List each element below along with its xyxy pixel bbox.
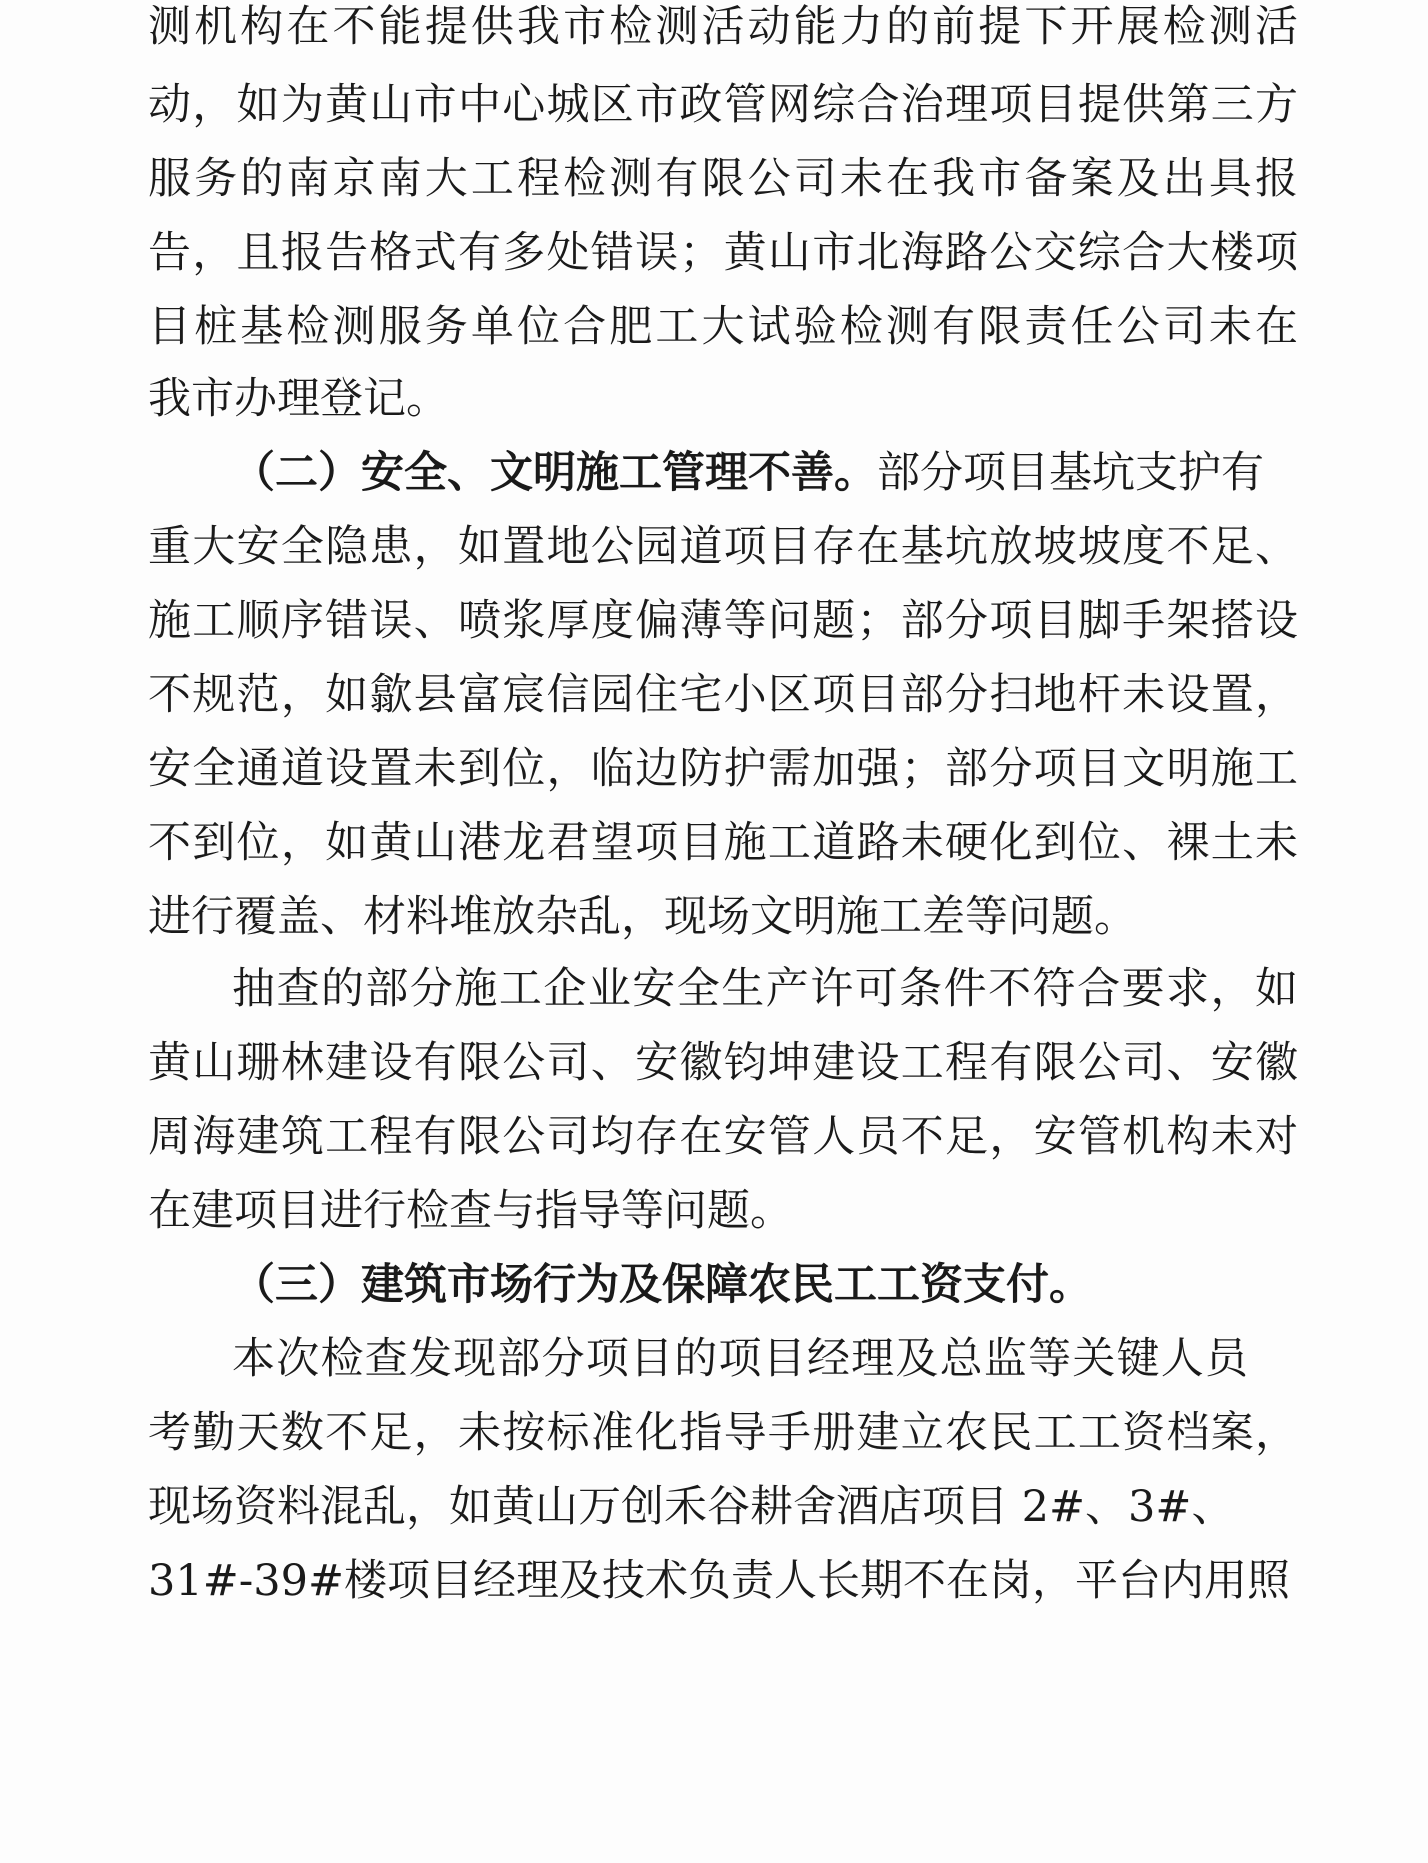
text-line: 不规范，如歙县富宸信园住宅小区项目部分扫地杆未设置， xyxy=(148,670,1298,720)
text-line: 施工顺序错误、喷浆厚度偏薄等问题；部分项目脚手架搭设 xyxy=(148,596,1298,646)
text-line: 抽查的部分施工企业安全生产许可条件不符合要求，如 xyxy=(232,964,1298,1014)
text-line: 在建项目进行检查与指导等问题。 xyxy=(148,1186,793,1236)
text-line: 重大安全隐患，如置地公园道项目存在基坑放坡坡度不足、 xyxy=(148,522,1298,572)
text-line: 黄山珊林建设有限公司、安徽钧坤建设工程有限公司、安徽 xyxy=(148,1038,1298,1088)
text-line: 测机构在不能提供我市检测活动能力的前提下开展检测活 xyxy=(148,2,1298,52)
text-line: 我市办理登记。 xyxy=(148,374,449,424)
section-heading-tail: 部分项目基坑支护有 xyxy=(877,448,1264,498)
text-line: 周海建筑工程有限公司均存在安管人员不足，安管机构未对 xyxy=(148,1112,1298,1162)
text-line: 不到位，如黄山港龙君望项目施工道路未硬化到位、裸土未 xyxy=(148,818,1298,868)
text-line: 服务的南京南大工程检测有限公司未在我市备案及出具报 xyxy=(148,154,1298,204)
section-heading: （二）安全、文明施工管理不善。 xyxy=(232,448,877,498)
text-line: 安全通道设置未到位，临边防护需加强；部分项目文明施工 xyxy=(148,744,1298,794)
section-heading-line xyxy=(232,448,1298,498)
text-line: 告，且报告格式有多处错误；黄山市北海路公交综合大楼项 xyxy=(148,228,1298,278)
text-line: 目桩基检测服务单位合肥工大试验检测有限责任公司未在 xyxy=(148,302,1298,352)
text-line: 本次检查发现部分项目的项目经理及总监等关键人员 xyxy=(232,1334,1248,1384)
text-line: 31#-39#楼项目经理及技术负责人长期不在岗，平台内用照 xyxy=(148,1556,1291,1606)
section-heading: （三）建筑市场行为及保障农民工工资支付。 xyxy=(232,1260,1092,1310)
text-line: 动，如为黄山市中心城区市政管网综合治理项目提供第三方 xyxy=(148,80,1298,130)
text-line: 考勤天数不足，未按标准化指导手册建立农民工工资档案， xyxy=(148,1408,1298,1458)
text-line: 进行覆盖、材料堆放杂乱，现场文明施工差等问题。 xyxy=(148,892,1137,942)
text-line: 现场资料混乱，如黄山万创禾谷耕舍酒店项目 2#、3#、 xyxy=(148,1482,1235,1532)
